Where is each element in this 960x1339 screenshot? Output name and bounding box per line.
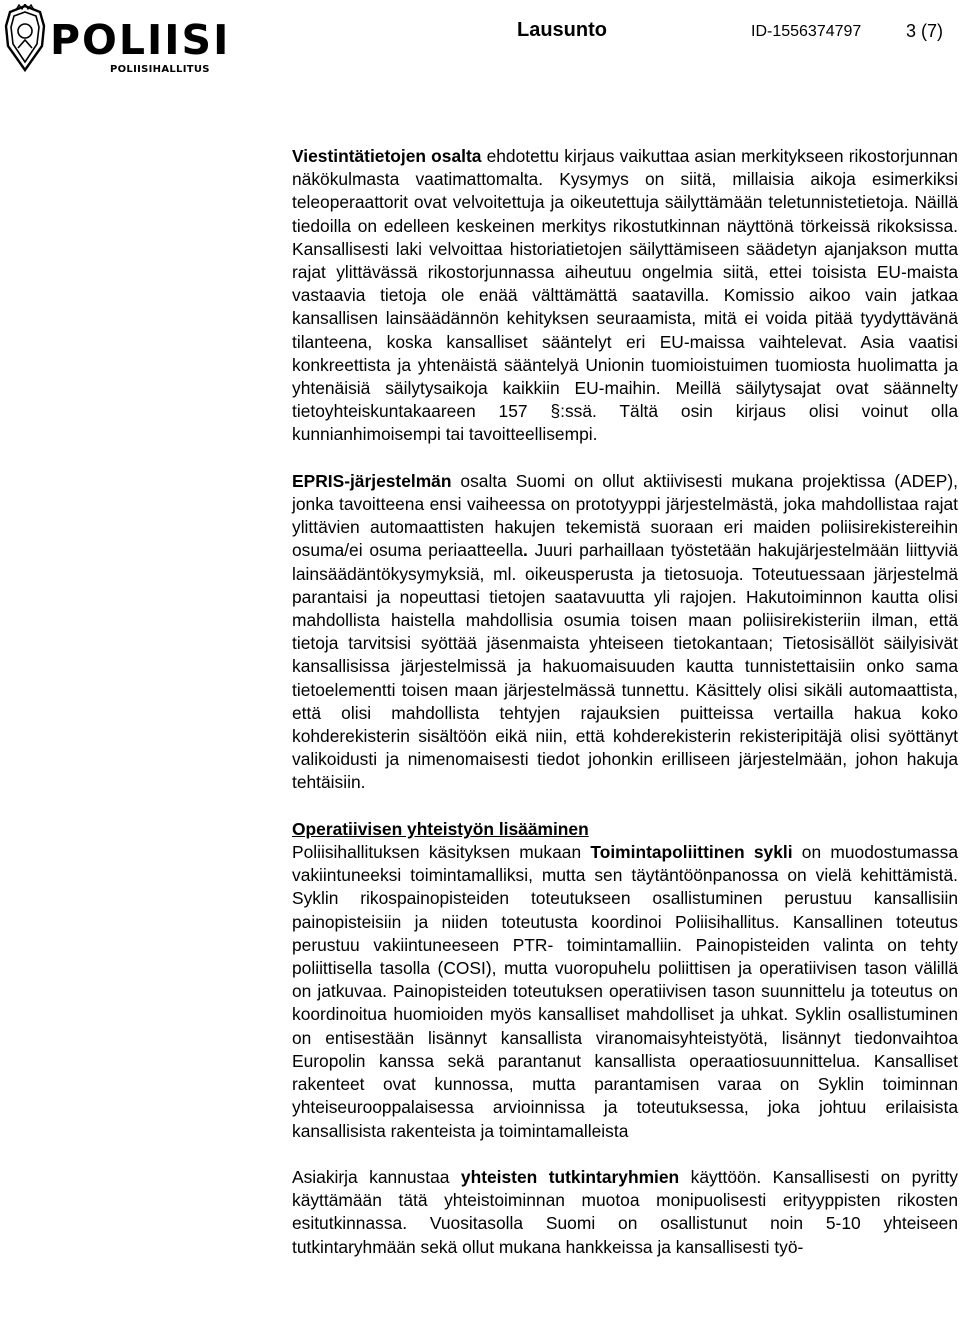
document-id: ID-1556374797 xyxy=(751,23,862,40)
paragraph-text: Juuri parhaillaan työstetään hakujärjestelmään liittyviä lainsäädäntökysymyksiä, ml. oikeusperusta ja tietosuoja. Toteutuessaan järjestelmä parantaisi ja nopeuttasi tietojen saatavuutta yli rajojen. Hakutoiminnon kautta olisi mahdollista haistella mahdollisia osumia toisen maan poliisirekisteriin ilman, että tietoja tarvitsisi syöttää jäsenmaista yhteiseen tietokantaan; Tietosisällöt säilyisivät kansallisissa järjestelmissä ja hakuomaisuuden kautta tunnistettaisiin onko sama tietoelementti toisen maan järjestelmässä tunnettu. Käsittely olisi sikäli automaattista, että olisi mahdollista tehtyjen rajauksien puitteissa vertailla hakua koko kohderekisterin sisältöön eikä niin, että kohderekisterin rekisteripitäjä olisi syöttänyt valikoidusti ja nimenomaisesti tiedot johonkin erilliseen järjestelmään, johon hakuja tehtäisiin. xyxy=(292,540,958,793)
paragraph-text: on muodostumassa vakiintuneeksi toimintamalliksi, mutta sen täytäntöönpanossa on vielä kehittämistä. Syklin rikospainopisteiden toteutukseen osallistuminen perustuu kansallisiin painopisteisiin ja niiden toteutusta koordinoi Poliisihallitus. Kansallinen toteutus perustuu vakiintuneeseen PTR- toimintamalliin. Painopisteiden valinta on tehty poliittisella tasolla (COSI), mutta vuoropuhelu poliittisen ja operatiivisen tason välillä on jatkuvaa. Painopisteiden toteutuksen operatiivisen tason suunnittelu ja toteutus on koordinoitua huomioiden myös kansalliset mahdolliset ja uhkat. Syklin osallistuminen on entisestään lisännyt kansallista viranomaisyhteistyötä, lisännyt tiedonvaihtoa Europolin kanssa sekä parantanut kansallista operaatiosuunnittelua. Kansalliset rakenteet ovat kunnossa, mutta parantamisen varaa on Syklin toiminnan yhteiseurooppalaisessa arvioinnissa ja toteutuksessa, joka johtuu erilaisista kansallisista rakenteista ja toimintamalleista xyxy=(292,842,958,1141)
paragraph-text: käyttöön. Kansallisesti on pyritty käyttämään tätä yhteistoiminnan muotoa monipuolisesti erityyppisten rikosten esitutkinnassa. Vuositasolla Suomi on osallistunut noin 5-10 yhteiseen tutkintaryhmään sekä ollut mukana hankkeissa ja kansallisesti työ- xyxy=(292,1166,958,1257)
paragraph-text: osalta Suomi on ollut aktiivisesti mukana projektissa (ADEP), jonka tavoitteena ensi vaiheessa on prototyyppi järjestelmästä, joka mahdollistaa rajat ylittävien automaattisten hakujen tekemistä suoraan eri maiden poliisirekistereihin osuma/ei osuma periaatteella xyxy=(292,470,958,561)
paragraph-joint-investigation-teams xyxy=(292,1166,958,1259)
paragraph-bold-term: yhteisten tutkintaryhmien xyxy=(460,1166,680,1187)
paragraph-lead: Viestintätietojen osalta xyxy=(292,146,482,166)
page-number: 3 (7) xyxy=(906,21,944,41)
document-body xyxy=(292,145,958,1259)
paragraph-text: Poliisihallituksen käsityksen mukaan xyxy=(292,842,591,863)
paragraph-epris xyxy=(292,470,958,795)
paragraph-bold-period: . xyxy=(523,540,528,561)
poliisi-logo xyxy=(4,4,231,84)
paragraph-text: ehdotettu kirjaus vaikuttaa asian merkitykseen rikostorjunnan näkökulmasta vaatimattomalta. Kysymys on siitä, millaisia aikoja esimerkiksi teleoperaattorit ovat velvoitettuja ja oikeutettuja säilyttämään teletunnistetietoja. Näillä tiedoilla on edelleen keskeinen merkitys rikostutkinnan näyttönä törkeissä rikoksissa. Kansallisesti laki velvoittaa historiatietojen säilyttämiseen säädetyn ajanjakson mutta rajat ylittävässä rikostorjunnassa aiheutuu ongelmia siitä, ettei toisista EU-maista vastaavia tietoja ole enää välttämättä saatavilla. Komissio aikoo vain jatkaa kansallisen lainsäädännön kehityksen seuraamista, mitä ei voida pitää tyydyttävänä tilanteena, koska kansalliset sääntelyt eri EU-maissa vaihtelevat. Asia vaatisi konkreettista ja yhtenäistä sääntelyä Unionin tuomioistuimen tuomiosta huolimatta ja yhtenäisiä säilytysaikoja kaikkiin EU-maihin. Meillä säilytysajat ovat säännelty tietoyhteiskuntakaareen 157 §:ssä. Tältä osin kirjaus olisi voinut olla kunnianhimoisempi tai tavoitteellisempi. xyxy=(292,146,958,445)
police-badge-icon xyxy=(4,4,46,74)
paragraph-bold-term: Toimintapoliittinen sykli xyxy=(590,842,793,863)
paragraph-communications-data xyxy=(292,145,958,447)
paragraph-lead: EPRIS-järjestelmän xyxy=(292,470,452,491)
logo-subtitle: POLIISIHALLITUS xyxy=(110,64,210,75)
section-heading: Operatiivisen yhteistyön lisääminen xyxy=(292,818,589,839)
section-operational-cooperation xyxy=(292,818,958,1143)
document-type: Lausunto xyxy=(517,19,607,41)
logo-wordmark: POLIISI xyxy=(50,16,231,64)
paragraph-text: Asiakirja kannustaa xyxy=(292,1166,461,1187)
